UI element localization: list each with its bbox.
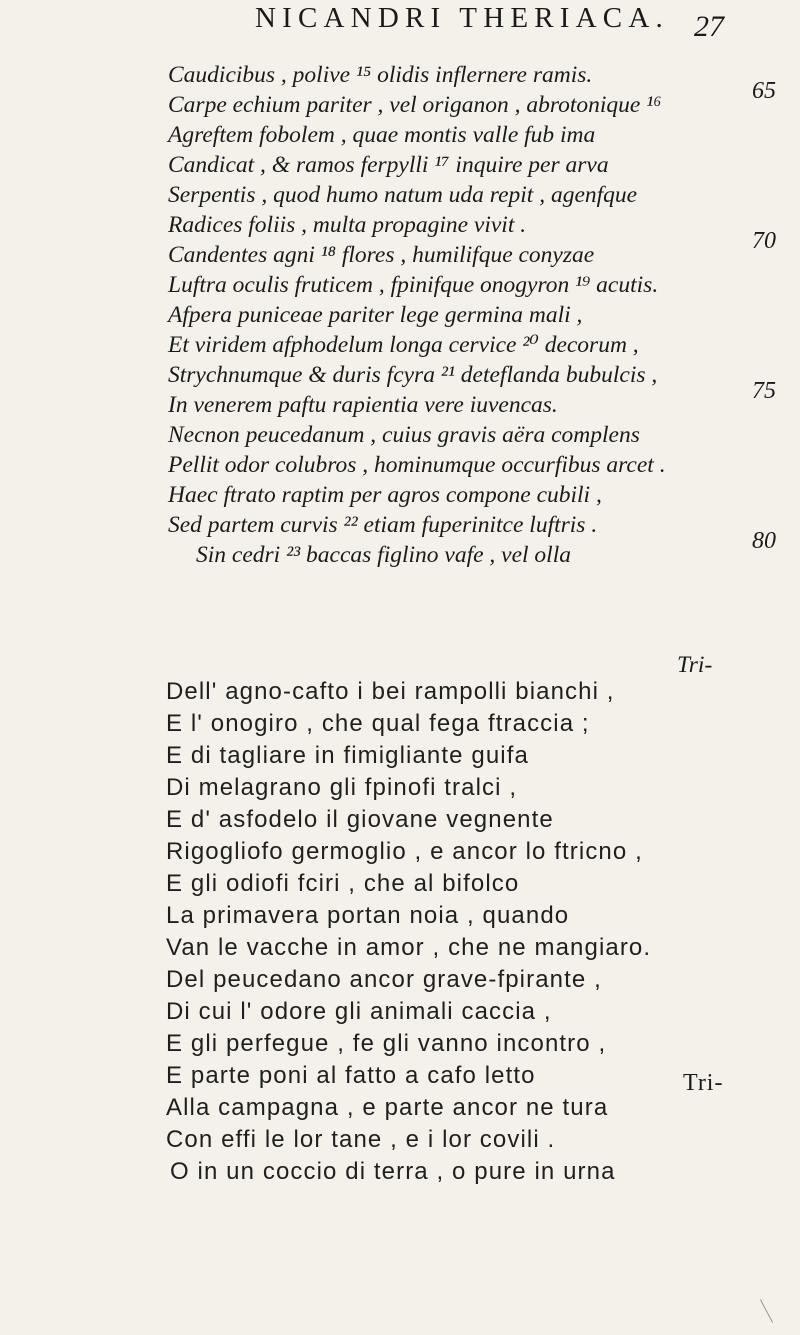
- italian-line: La primavera portan noia , quando: [166, 902, 570, 929]
- italian-line: E gli odiofi fciri , che al bifolco: [166, 870, 520, 897]
- italian-line: Dell' agno-cafto i bei rampolli bianchi ,: [166, 678, 615, 705]
- latin-line: Luftra oculis fruticem , fpinifque onogyron ¹⁹ acutis.: [168, 272, 659, 298]
- italian-line: Van le vacche in amor , che ne mangiaro.: [166, 934, 652, 961]
- italian-line: Rigogliofo germoglio , e ancor lo ftricno ,: [166, 838, 643, 865]
- italian-line: E l' onogiro , che qual fega ftraccia ;: [166, 710, 590, 737]
- page-edge-mark: [760, 1299, 773, 1322]
- line-number-marker: 75: [752, 378, 776, 404]
- italian-translation-block: [166, 676, 766, 1188]
- line-number-marker: 65: [752, 78, 776, 104]
- italian-line: Di melagrano gli fpinofi tralci ,: [166, 774, 518, 801]
- italian-line: E parte poni al fatto a cafo letto: [166, 1062, 536, 1089]
- latin-line: Haec ftrato raptim per agros compone cubili ,: [168, 482, 602, 508]
- latin-line: Strychnumque & duris fcyra ²¹ deteflanda bubulcis ,: [168, 362, 658, 388]
- latin-line: Sed partem curvis ²² etiam fuperinitce luftris .: [168, 512, 598, 538]
- line-number-marker: 80: [752, 528, 776, 554]
- latin-verse-block: [168, 60, 728, 570]
- latin-line: Pellit odor colubros , hominumque occurfibus arcet .: [168, 452, 666, 478]
- latin-line: Candicat , & ramos ferpylli ¹⁷ inquire per arva: [168, 152, 609, 178]
- italian-line: Di cui l' odore gli animali caccia ,: [166, 998, 552, 1025]
- italian-line: E d' asfodelo il giovane vegnente: [166, 806, 554, 833]
- italian-line: E gli perfegue , fe gli vanno incontro ,: [166, 1030, 607, 1057]
- latin-line: Carpe echium pariter , vel origanon , abrotonique ¹⁶: [168, 92, 662, 118]
- latin-line: Candentes agni ¹⁸ flores , humilifque conyzae: [168, 242, 595, 268]
- italian-line: O in un coccio di terra , o pure in urna: [170, 1158, 616, 1185]
- latin-line: Serpentis , quod humo natum uda repit , agenfque: [168, 182, 638, 208]
- italian-line: Del peucedano ancor grave-fpirante ,: [166, 966, 602, 993]
- italian-line: E di tagliare in fimigliante guifa: [166, 742, 529, 769]
- latin-line: Agreftem fobolem , quae montis valle fub ima: [168, 122, 596, 148]
- page-number: 27: [694, 10, 724, 43]
- latin-line: In venerem paftu rapientia vere iuvencas.: [168, 392, 558, 418]
- latin-line: Necnon peucedanum , cuius gravis aëra complens: [168, 422, 640, 448]
- latin-line: Radices foliis , multa propagine vivit .: [168, 212, 527, 238]
- running-title: NICANDRI THERIACA.: [255, 2, 669, 34]
- latin-line: Et viridem afphodelum longa cervice ²⁰ decorum ,: [168, 332, 639, 358]
- page-header: [0, 0, 800, 60]
- italian-line: Con effi le lor tane , e i lor covili .: [166, 1126, 556, 1153]
- italian-catchword: Tri-: [683, 1070, 724, 1096]
- latin-line: Caudicibus , polive ¹⁵ olidis inflernere ramis.: [168, 62, 593, 88]
- latin-line: Afpera puniceae pariter lege germina mali ,: [168, 302, 583, 328]
- line-number-marker: 70: [752, 228, 776, 254]
- italian-line: Alla campagna , e parte ancor ne tura: [166, 1094, 609, 1121]
- latin-line: Sin cedri ²³ baccas figlino vafe , vel olla: [196, 542, 571, 568]
- latin-catchword: Tri-: [677, 652, 713, 678]
